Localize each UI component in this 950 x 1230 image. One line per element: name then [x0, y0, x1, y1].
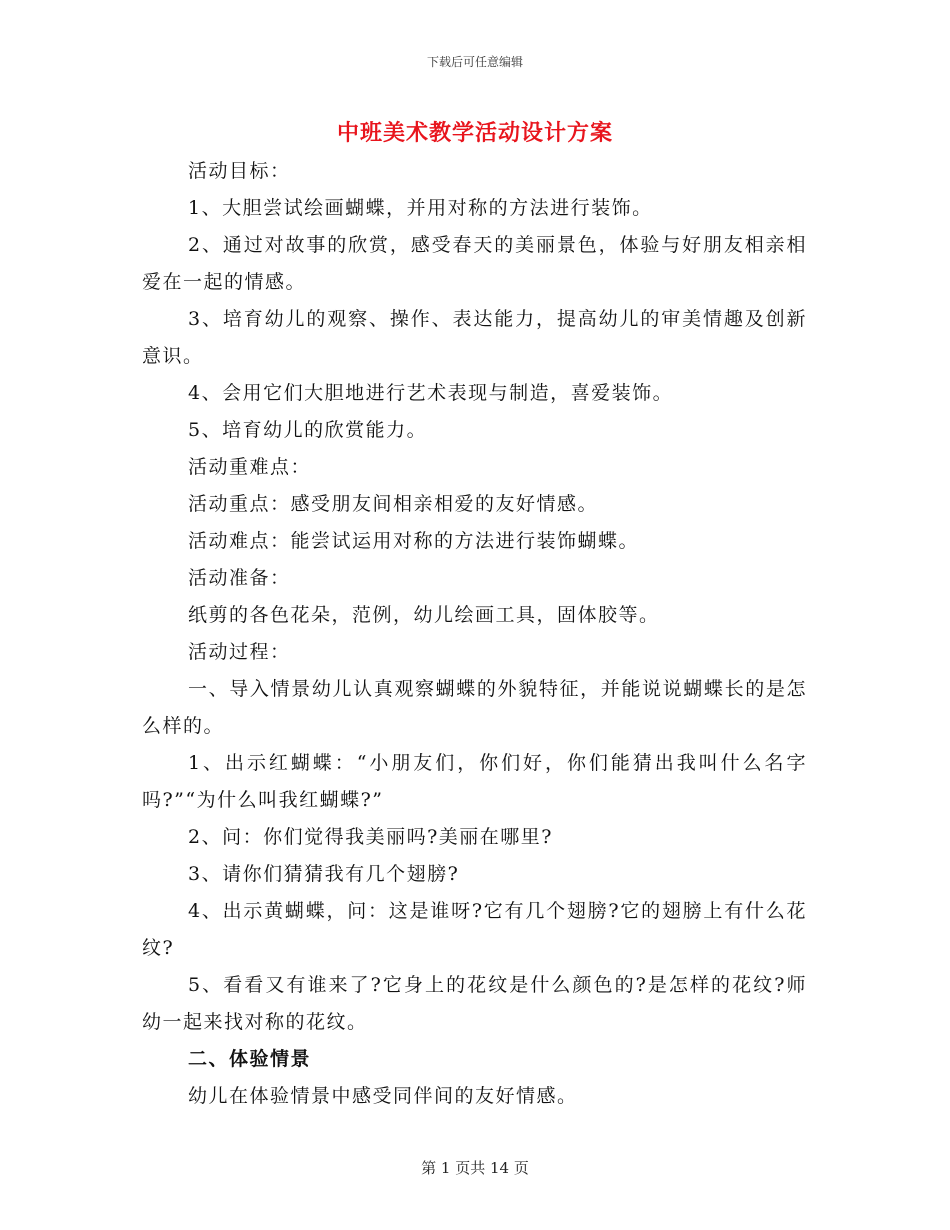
page-footer: 第 1 页共 14 页: [421, 1159, 529, 1177]
paragraph: 4、会用它们大胆地进行艺术表现与制造，喜爱装饰。: [188, 382, 674, 404]
paragraph: 活动重难点：: [188, 456, 312, 478]
paragraph: 活动过程：: [188, 641, 291, 663]
paragraph: 2、问：你们觉得我美丽吗?美丽在哪里?: [188, 826, 553, 848]
paragraph: 5、看看又有谁来了?它身上的花纹是什么颜色的?是怎样的花纹?师幼一起来找对称的花纹。: [142, 974, 807, 1033]
paragraph: 5、培育幼儿的欣赏能力。: [188, 419, 428, 441]
document-title: 中班美术教学活动设计方案: [336, 120, 613, 146]
paragraph: 活动目标：: [188, 160, 291, 182]
paragraph: 1、大胆尝试绘画蝴蝶，并用对称的方法进行装饰。: [188, 197, 653, 219]
paragraph: 3、请你们猜猜我有几个翅膀?: [188, 863, 460, 885]
paragraph: 4、出示黄蝴蝶，问：这是谁呀?它有几个翅膀?它的翅膀上有什么花纹?: [142, 900, 807, 959]
paragraph: 纸剪的各色花朵，范例，幼儿绘画工具，固体胶等。: [188, 604, 660, 626]
header-note: 下载后可任意编辑: [426, 55, 523, 69]
paragraph: 活动重点：感受朋友间相亲相爱的友好情感。: [188, 493, 599, 515]
paragraph: 一、导入情景幼儿认真观察蝴蝶的外貌特征，并能说说蝴蝶长的是怎么样的。: [142, 678, 807, 737]
paragraph: 3、培育幼儿的观察、操作、表达能力，提高幼儿的审美情趣及创新意识。: [142, 308, 807, 367]
paragraph: 活动准备：: [188, 567, 291, 589]
section-heading: 二、体验情景: [188, 1048, 312, 1070]
paragraph: 2、通过对故事的欣赏，感受春天的美丽景色，体验与好朋友相亲相爱在一起的情感。: [142, 234, 807, 293]
paragraph: 1、出示红蝴蝶：“小朋友们，你们好，你们能猜出我叫什么名字吗?”“为什么叫我红蝴蝶?”: [142, 752, 807, 811]
document-body: [142, 153, 807, 1115]
paragraph: 活动难点：能尝试运用对称的方法进行装饰蝴蝶。: [188, 530, 640, 552]
paragraph: 幼儿在体验情景中感受同伴间的友好情感。: [188, 1085, 578, 1107]
